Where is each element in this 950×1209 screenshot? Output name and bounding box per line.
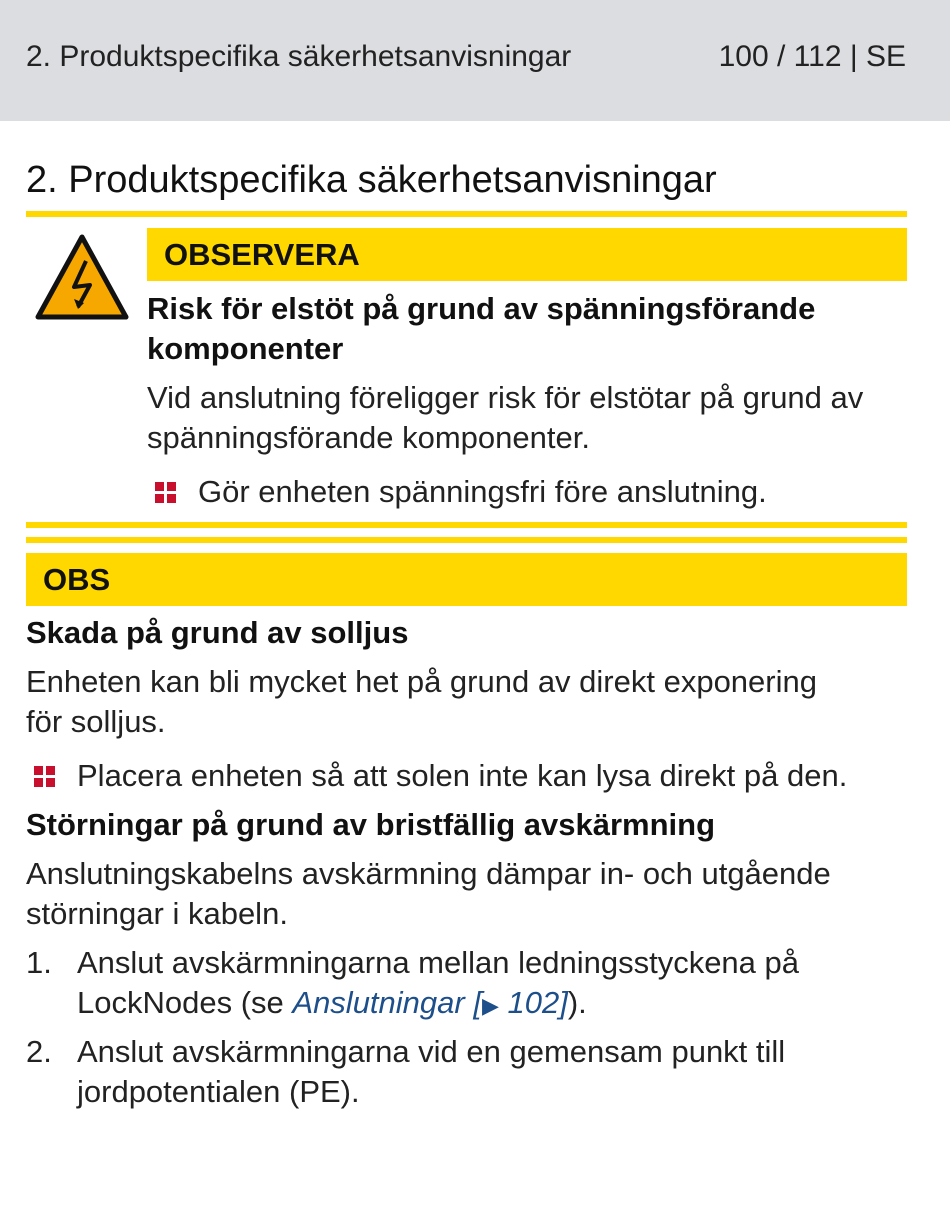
caution-label: OBSERVERA [147,228,907,281]
caution-action: Gör enheten spänningsfri före anslutning. [198,474,767,509]
notice-heading-shielding: Störningar på grund av bristfällig avskärmning [26,807,716,842]
link-text[interactable]: Anslutningar [ [292,985,482,1020]
notice-text1-line2: för solljus. [26,704,166,739]
action-bullet-icon [34,766,56,788]
notice-heading-sunlight: Skada på grund av solljus [26,615,409,650]
section-title: 2. Produktspecifika säkerhetsanvisningar [26,159,717,201]
step1-line2 [77,983,587,1026]
link-page[interactable]: 102] [498,985,568,1020]
page-header [0,0,950,121]
caution-heading-line1: Risk för elstöt på grund av spänningsförande [147,291,816,326]
page-number: 100 / 112 | SE [718,40,906,73]
step1-line2-post: ). [567,985,587,1020]
notice-top-rule [26,537,907,543]
anslutningar-link[interactable] [292,985,567,1020]
page-arrow-icon[interactable]: ▶ [481,993,499,1018]
caution-heading-line2: komponenter [147,331,344,366]
step2-line1: Anslut avskärmningarna vid en gemensam punkt till [77,1034,786,1069]
step-number: 2. [26,1034,52,1069]
caution-text-line1: Vid anslutning föreligger risk för elstötar på grund av [147,380,864,415]
notice-action1: Placera enheten så att solen inte kan lysa direkt på den. [77,758,848,793]
notice-text2-line1: Anslutningskabelns avskärmning dämpar in- och utgående [26,856,831,891]
step1-line2-pre: LockNodes (se [77,985,293,1020]
caution-top-rule [26,211,907,217]
step1-line1: Anslut avskärmningarna mellan ledningsstyckena på [77,945,800,980]
step2-line2: jordpotentialen (PE). [77,1074,360,1109]
step-number: 1. [26,945,52,980]
notice-text2-line2: störningar i kabeln. [26,896,288,931]
action-bullet-icon [155,482,177,504]
notice-text1-line1: Enheten kan bli mycket het på grund av direkt exponering [26,664,817,699]
electric-shock-warning-icon [34,233,130,321]
caution-text-line2: spänningsförande komponenter. [147,420,590,455]
notice-label: OBS [26,553,907,606]
header-title: 2. Produktspecifika säkerhetsanvisningar [26,40,572,73]
caution-bottom-rule [26,522,907,528]
